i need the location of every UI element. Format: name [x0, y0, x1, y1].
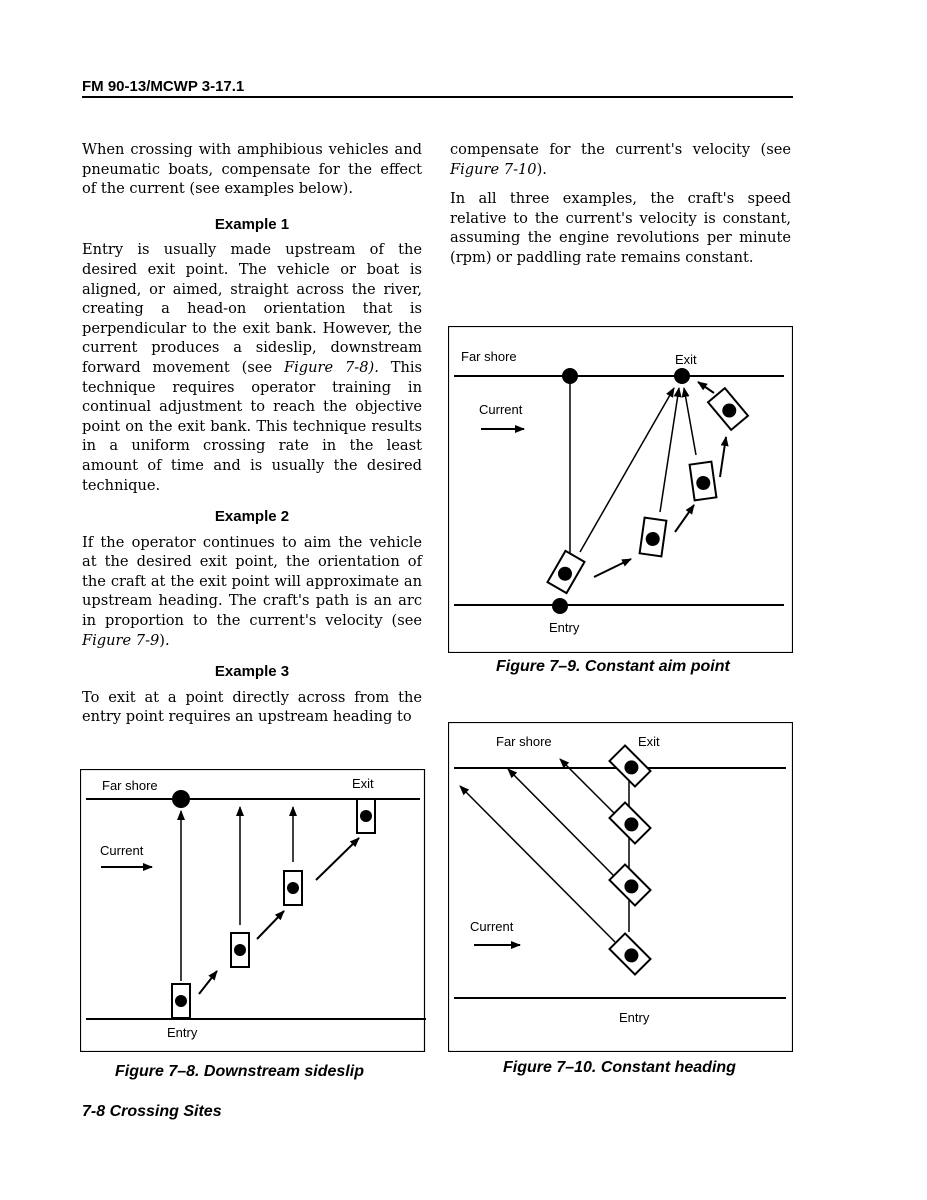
example-2-text-after: ).	[159, 631, 170, 649]
heading-arrow-2	[508, 769, 615, 877]
continuation-text-after: ).	[536, 160, 547, 178]
entry-label: Entry	[549, 620, 580, 635]
craft-position-3	[284, 871, 302, 905]
example-3-heading: Example 3	[214, 663, 290, 681]
figure-7-10-caption: Figure 7–10. Constant heading	[503, 1059, 736, 1076]
current-label: Current	[100, 843, 144, 858]
craft-position-4	[708, 388, 748, 430]
figure-7-8-reference: Figure 7-8).	[283, 358, 379, 376]
drift-arrow-2	[675, 505, 694, 532]
drift-arrow-2	[257, 911, 284, 939]
craft-position-2	[609, 864, 650, 905]
path-arrow-3	[684, 388, 696, 455]
far-shore-aim-point	[172, 790, 190, 808]
entry-label: Entry	[619, 1010, 650, 1025]
example-2-text-before: If the operator continues to aim the vehicle at the desired exit point, the orientation of the craft at the exit point will approximate an upstream heading. The craft's path is an arc in proportion to the current's velocity (see	[82, 533, 422, 630]
example-1-paragraph	[82, 240, 422, 495]
exit-label: Exit	[675, 352, 697, 367]
craft-position-1	[547, 551, 584, 593]
drift-arrow-3	[720, 437, 726, 477]
far-shore-label: Far shore	[102, 778, 158, 793]
left-column	[82, 140, 422, 727]
drift-arrow-3	[316, 838, 359, 880]
figure-7-8-caption: Figure 7–8. Downstream sideslip	[115, 1063, 364, 1080]
craft-position-1	[172, 984, 190, 1018]
aim-point-dot	[562, 368, 578, 384]
far-shore-label: Far shore	[496, 734, 552, 749]
craft-position-3	[690, 462, 717, 501]
exit-label: Exit	[638, 734, 660, 749]
example-3-paragraph: To exit at a point directly across from the entry point requires an upstream heading to	[82, 688, 422, 726]
figure-7-9-reference: Figure 7-9	[82, 631, 160, 649]
figure-7-9-caption: Figure 7–9. Constant aim point	[496, 658, 730, 675]
header-rule	[82, 96, 793, 98]
example-1-text-before: Entry is usually made upstream of the desired exit point. The vehicle or boat is aligned, or aimed, straight across the river, creating a head-on orientation that is perpendicular to the exit bank. However, the current produces a sideslip, downstream forward movement (see	[82, 241, 422, 376]
figure-7-10-diagram	[448, 722, 793, 1052]
figure-7-8-diagram	[80, 769, 427, 1052]
continuation-text-before: compensate for the current's velocity (see	[450, 141, 791, 158]
example-1-heading: Example 1	[214, 215, 290, 233]
craft-position-4	[609, 745, 650, 786]
page-footer: 7-8 Crossing Sites	[82, 1103, 222, 1120]
exit-dot	[674, 368, 690, 384]
craft-position-2	[640, 518, 667, 557]
drift-arrow-1	[594, 559, 631, 577]
current-label: Current	[470, 919, 514, 934]
craft-position-4	[357, 799, 375, 833]
figure-7-9-diagram	[448, 326, 793, 653]
drift-arrow-1	[199, 971, 217, 994]
far-shore-label: Far shore	[461, 349, 517, 364]
drift-arrow-4	[698, 382, 714, 393]
example-3-continuation	[450, 140, 791, 179]
example-2-paragraph	[82, 533, 422, 651]
exit-label: Exit	[352, 776, 374, 791]
example-2-heading: Example 2	[214, 508, 290, 526]
document-header: FM 90-13/MCWP 3-17.1	[82, 78, 245, 95]
current-label: Current	[479, 402, 523, 417]
entry-label: Entry	[167, 1025, 198, 1040]
craft-position-3	[609, 802, 650, 843]
intro-paragraph: When crossing with amphibious vehicles and pneumatic boats, compensate for the effect of the current (see examples below).	[82, 141, 422, 198]
example-1-text-after: This technique requires operator training in continual adjustment to reach the objective point on the exit bank. This technique results in a uniform crossing rate in the least amount of time and is usually the desired technique.	[82, 358, 423, 494]
craft-position-2	[231, 933, 249, 967]
summary-paragraph: In all three examples, the craft's speed relative to the current's velocity is constant, assuming the engine revolutions per minute (rpm) or paddling rate remains constant.	[450, 190, 791, 266]
right-column	[450, 140, 791, 268]
entry-dot	[552, 598, 568, 614]
figure-7-10-reference: Figure 7-10	[450, 160, 537, 178]
craft-position-1	[609, 933, 650, 974]
